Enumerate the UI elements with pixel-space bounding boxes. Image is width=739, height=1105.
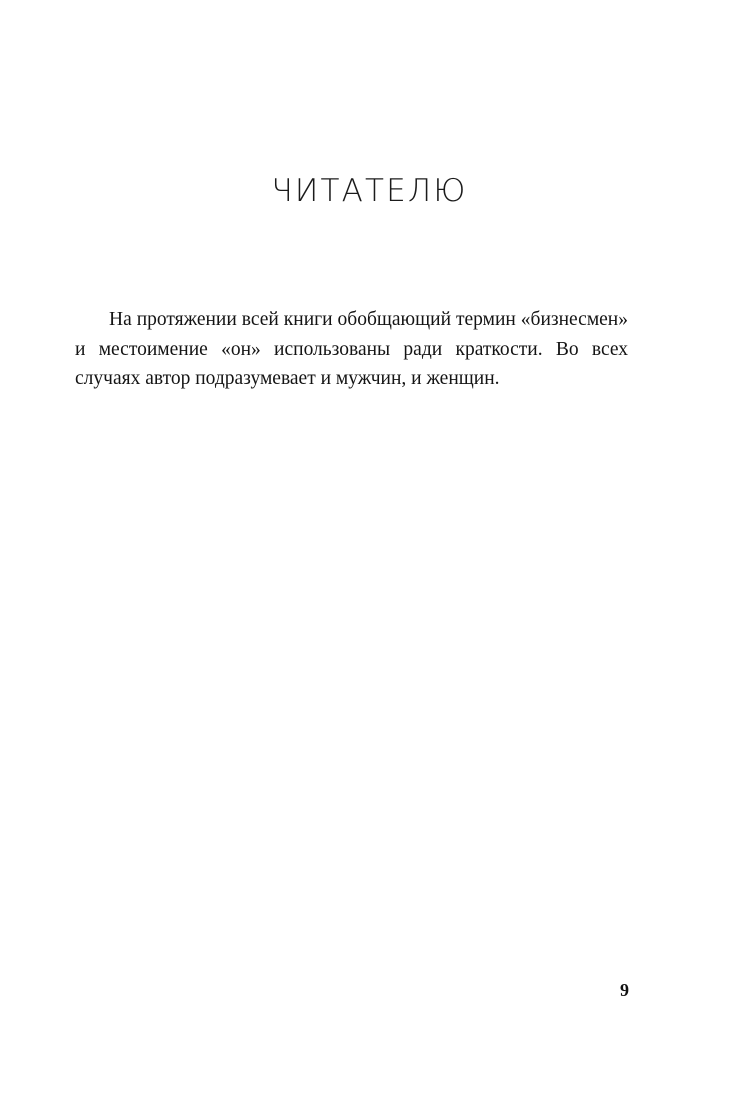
page-number: 9 — [620, 980, 629, 1000]
body-text-block — [75, 305, 628, 394]
page-title: ЧИТАТЕЛЮ — [271, 172, 468, 209]
paragraph: На протяжении всей книги обобщающий термин «бизнесмен» и местоимение «он» использованы ради краткости. Во всех случаях автор подразумевает и мужчин, и женщин. — [75, 309, 628, 389]
